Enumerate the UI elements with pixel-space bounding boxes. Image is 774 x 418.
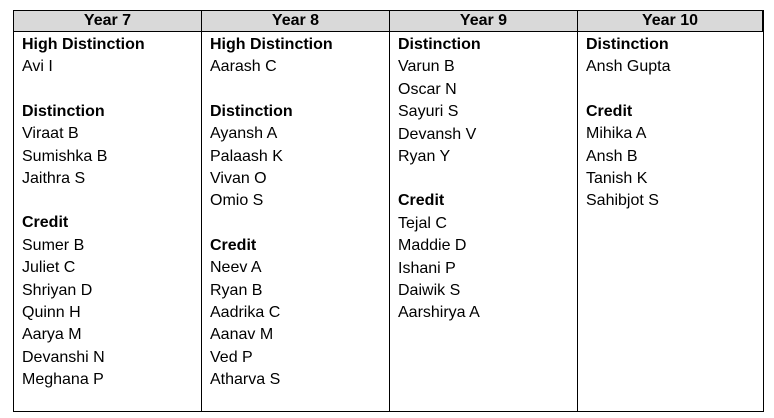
column-header-year: Year 7 <box>14 11 202 32</box>
award-group <box>210 34 389 79</box>
student-name: Sumishka B <box>22 147 108 165</box>
award-group-title: Credit <box>586 102 633 120</box>
student-name: Maddie D <box>398 237 467 255</box>
student-name: Jaithra S <box>22 170 86 188</box>
student-name: Ayansh A <box>210 125 278 143</box>
student-name: Sumer B <box>22 236 85 254</box>
student-name: Juliet C <box>22 259 76 277</box>
student-name: Meghana P <box>22 371 104 389</box>
student-name: Atharva S <box>210 371 281 389</box>
student-name: Devansh V <box>398 125 477 143</box>
student-name: Tejal C <box>398 214 447 232</box>
student-name: Shriyan D <box>22 281 93 299</box>
student-name: Ryan B <box>210 281 263 299</box>
award-group <box>22 212 201 391</box>
award-group <box>398 190 577 324</box>
award-group-title: Credit <box>210 236 257 254</box>
column-header-year: Year 9 <box>390 11 578 32</box>
award-group-title: Credit <box>398 192 445 210</box>
student-name: Avi I <box>22 58 53 76</box>
student-name: Devanshi N <box>22 348 105 366</box>
award-group-title: High Distinction <box>22 36 145 53</box>
student-name: Aarya M <box>22 326 82 344</box>
column-body <box>390 32 578 411</box>
student-name: Sayuri S <box>398 103 459 121</box>
student-name: Aarshirya A <box>398 304 480 322</box>
award-group-title: Credit <box>22 214 69 232</box>
student-name: Ansh Gupta <box>586 58 671 76</box>
student-name: Oscar N <box>398 80 457 98</box>
student-name: Vivan O <box>210 170 267 188</box>
award-group <box>22 101 201 191</box>
student-name: Ishani P <box>398 259 456 277</box>
column-body <box>578 32 763 411</box>
column-header-year: Year 10 <box>578 11 763 32</box>
student-name: Viraat B <box>22 125 79 143</box>
column-body <box>202 32 390 411</box>
award-group <box>398 34 577 168</box>
award-group-title: Distinction <box>398 36 481 53</box>
student-name: Aadrika C <box>210 304 281 322</box>
award-group <box>210 101 389 213</box>
student-name: Varun B <box>398 58 455 76</box>
award-group <box>22 34 201 79</box>
results-table <box>13 10 764 412</box>
column-body <box>14 32 202 411</box>
award-group-title: Distinction <box>22 102 105 120</box>
award-group-title: Distinction <box>210 102 293 120</box>
student-name: Tanish K <box>586 170 648 188</box>
student-name: Daiwik S <box>398 282 461 300</box>
student-name: Ryan Y <box>398 148 451 166</box>
award-group <box>586 34 763 79</box>
student-name: Sahibjot S <box>586 192 659 210</box>
student-name: Aanav M <box>210 326 274 344</box>
award-group <box>586 101 763 213</box>
student-name: Ved P <box>210 348 253 366</box>
student-name: Palaash K <box>210 147 283 165</box>
award-group-title: High Distinction <box>210 36 333 53</box>
student-name: Quinn H <box>22 304 81 322</box>
student-name: Aarash C <box>210 58 277 76</box>
student-name: Omio S <box>210 192 264 210</box>
student-name: Neev A <box>210 259 262 277</box>
student-name: Ansh B <box>586 147 638 165</box>
column-header-year: Year 8 <box>202 11 390 32</box>
award-group <box>210 235 389 392</box>
award-group-title: Distinction <box>586 36 669 53</box>
student-name: Mihika A <box>586 125 647 143</box>
